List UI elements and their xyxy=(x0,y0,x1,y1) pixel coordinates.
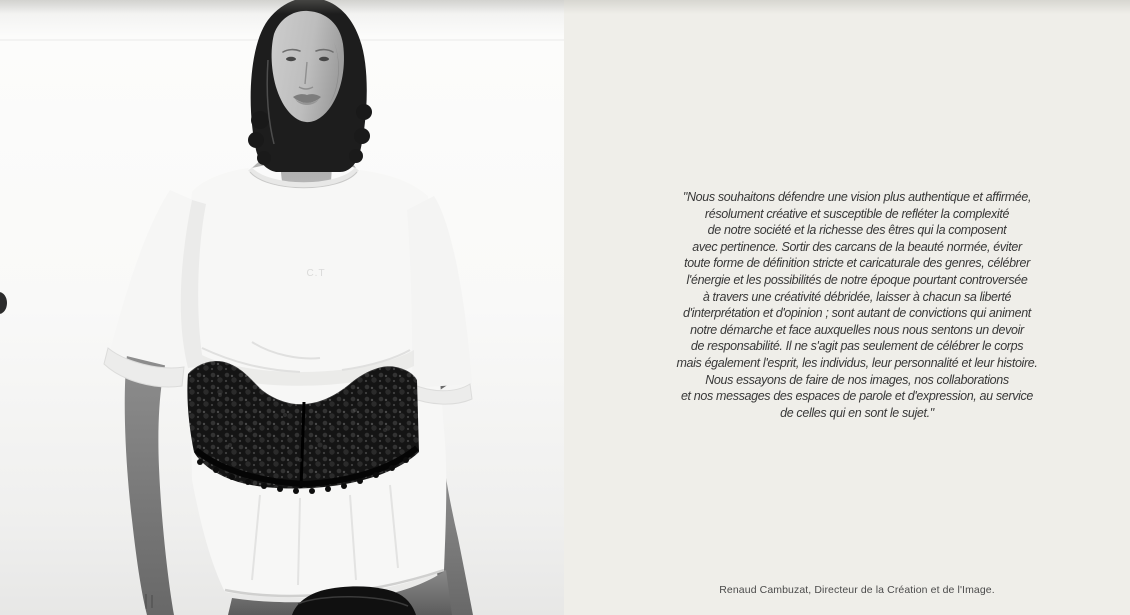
quote-line: et nos messages des espaces de parole et d'expression, au service xyxy=(680,389,1034,404)
tshirt-monogram: C.T xyxy=(306,268,326,279)
quote-line: avec pertinence. Sortir des carcans de la beauté normée, éviter xyxy=(692,239,1022,254)
quote-line: de responsabilité. Il ne s'agit pas seulement de célébrer le corps xyxy=(690,339,1024,354)
quote-line: toute forme de définition stricte et caricaturale des genres, célébrer xyxy=(684,256,1030,271)
photo-panel xyxy=(0,0,564,615)
hair-curl xyxy=(356,104,372,120)
quote-line: l'énergie et les possibilités de notre époque pourtant controversée xyxy=(686,272,1028,287)
quote-line: notre démarche et face auxquelles nous nous sentons un devoir xyxy=(690,322,1024,337)
quote-line: à travers une créativité débridée, laisser à chacun sa liberté xyxy=(702,289,1012,304)
quote-line: de notre société et la richesse des êtres qui la composent xyxy=(707,223,1007,238)
quote-attribution: Renaud Cambuzat, Directeur de la Création et de l'Image. xyxy=(719,584,995,596)
right-eye xyxy=(319,57,329,61)
quote-line: Nous essayons de faire de nos images, nos collaborations xyxy=(705,372,1009,387)
quote-panel xyxy=(564,0,1130,615)
quote-line: "Nous souhaitons défendre une vision plus authentique et affirmée, xyxy=(682,190,1032,204)
brand-quote xyxy=(617,189,1097,421)
left-eye xyxy=(286,57,296,61)
quote-line: d'interprétation et d'opinion ; sont autant de convictions qui animent xyxy=(683,306,1031,321)
model-photo xyxy=(0,0,564,615)
hair-curl xyxy=(354,128,370,144)
quote-line: mais également l'esprit, les individus, leur personnalité et leur histoire. xyxy=(676,355,1038,370)
hair-curl xyxy=(349,149,363,163)
hair-curl xyxy=(257,151,271,165)
quote-line: résolument créative et susceptible de refléter la complexité xyxy=(704,206,1010,221)
hair-curl xyxy=(248,132,264,148)
quote-line: de celles qui en sont le sujet." xyxy=(780,405,934,420)
hair-curl xyxy=(251,111,269,129)
